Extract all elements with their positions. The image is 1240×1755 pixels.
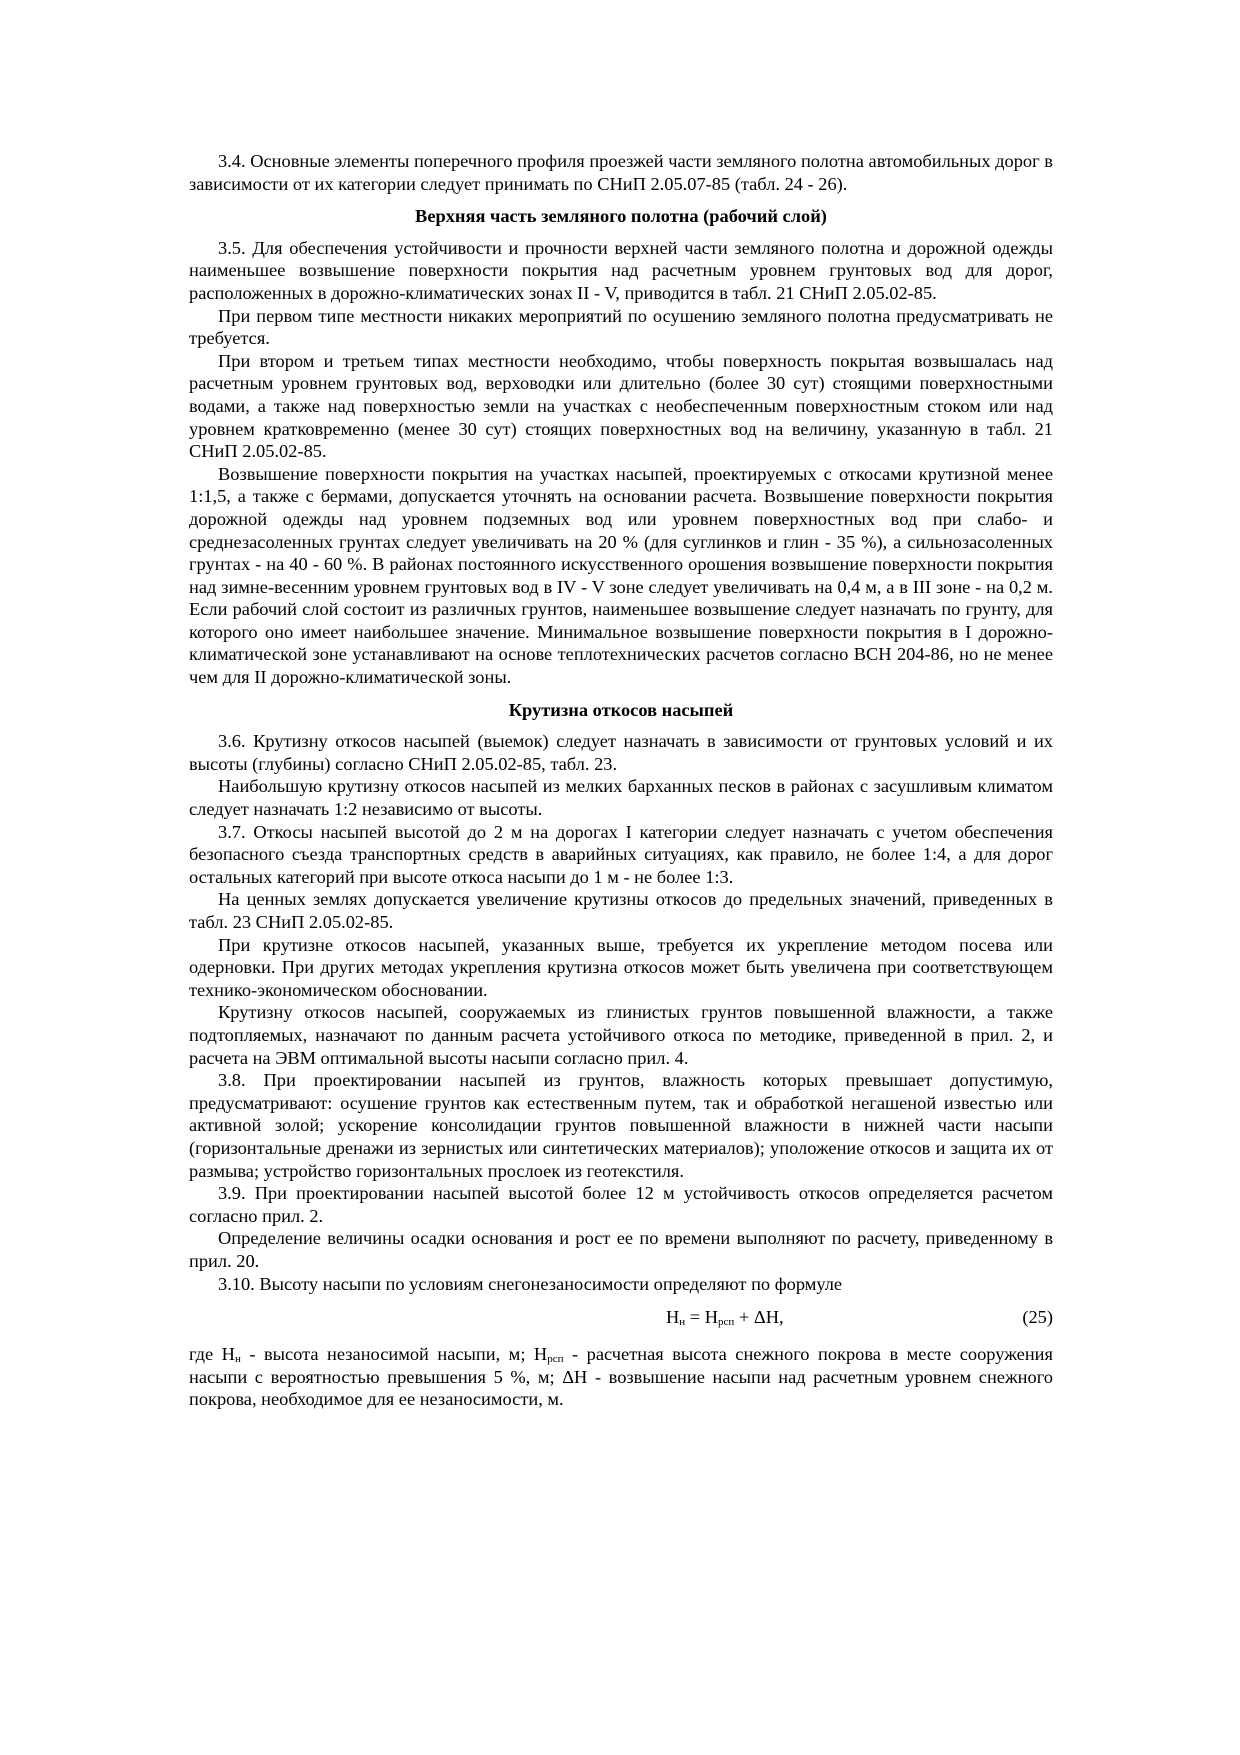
formula-h2: H: [704, 1307, 719, 1328]
paragraph-clay-soils: Крутизну откосов насыпей, сооружаемых из глинистых грунтов повышенной влажности, а также подтопляемых, назначают по данным расчета устойчивого откоса по методике, приведенной в прил. 2, и расчета на ЭВМ оптимальной высоты насыпи согласно прил. 4.: [189, 1002, 1053, 1068]
legend-text-3: - расчетная высота снежного покрова в месте сооружения насыпи с вероятностью превышения 5 %, м; ΔH - возвышение насыпи над расчетным уровнем снежного покрова, необходимое для ее незаносимости, м.: [189, 1344, 1053, 1410]
paragraph-3-9: 3.9. При проектировании насыпей высотой более 12 м устойчивость откосов определяется расчетом согласно прил. 2.: [189, 1183, 1053, 1226]
paragraph-formula-legend: [189, 1343, 1053, 1411]
formula-h: H: [666, 1307, 680, 1328]
formula-plus: +: [734, 1307, 754, 1328]
document-page: [189, 150, 1053, 1411]
legend-sub-rsp: рсп: [547, 1353, 564, 1366]
formula-row: [189, 1301, 1053, 1337]
paragraph-3-7: 3.7. Откосы насыпей высотой до 2 м на дорогах I категории следует назначать с учетом обеспечения безопасного съезда транспортных средств в аварийных ситуациях, как правило, не более 1:4, а для дорог остальных категорий при высоте откоса насыпи до 1 м - не более 1:3.: [189, 821, 1053, 887]
paragraph-barkhan-sands: Наибольшую крутизну откосов насыпей из мелких барханных песков в районах с засушливым климатом следует назначать 1:2 независимо от высоты.: [189, 776, 1053, 820]
section-heading-working-layer: Верхняя часть земляного полотна (рабочий слой): [415, 206, 827, 227]
legend-text-1: где H: [189, 1344, 235, 1365]
formula-number: (25): [1022, 1307, 1053, 1328]
formula-equals: =: [685, 1307, 705, 1328]
formula-delta-h: ΔH,: [753, 1307, 784, 1328]
paragraph-settlement: Определение величины осадки основания и рост ее по времени выполняют по расчету, приведенному в прил. 20.: [189, 1228, 1053, 1271]
paragraph-3-5: 3.5. Для обеспечения устойчивости и прочности верхней части земляного полотна и дорожной одежды наименьшее возвышение поверхности покрытия над расчетным уровнем грунтовых вод для дорог, расположенных в дорожно-климатических зонах II - V, приводится в табл. 21 СНиП 2.05.02-85.: [189, 237, 1053, 303]
paragraph-terrain-type-2-3: При втором и третьем типах местности необходимо, чтобы поверхность покрытая возвышалась над расчетным уровнем грунтовых вод, верховодки или длительно (более 30 сут) стоящими поверхностными водами, а также над поверхностью земли на участках с необеспеченным поверхностным стоком или над уровнем кратковременно (менее 30 сут) стоящих поверхностных вод на величину, указанную в табл. 21 СНиП 2.05.02-85.: [189, 350, 1053, 462]
formula-sub-rsp: рсп: [718, 1316, 735, 1329]
formula-25: [666, 1306, 784, 1329]
paragraph-3-6: 3.6. Крутизну откосов насыпей (выемок) следует назначать в зависимости от грунтовых условий и их высоты (глубины) согласно СНиП 2.05.02-85, табл. 23.: [189, 731, 1053, 774]
legend-text-2: - высота незаносимой насыпи, м; H: [240, 1344, 548, 1365]
paragraph-terrain-type-1: При первом типе местности никаких мероприятий по осушению земляного полотна предусматривать не требуется.: [189, 305, 1053, 349]
paragraph-slope-reinforcement: При крутизне откосов насыпей, указанных выше, требуется их укрепление методом посева или одерновки. При других методах укрепления крутизна откосов может быть увеличена при соответствующем технико-экономическом обосновании.: [189, 934, 1053, 1000]
paragraph-3-8: 3.8. При проектировании насыпей из грунтов, влажность которых превышает допустимую, предусматривают: осушение грунтов как естественным путем, так и обработкой негашеной известью или активной золой; ускорение консолидации грунтов повышенной влажности в нижней части насыпи (горизонтальные дренажи из зернистых или синтетических материалов); уположение откосов и защита их от размыва; устройство горизонтальных прослоек из геотекстиля.: [189, 1070, 1053, 1181]
paragraph-3-10: 3.10. Высоту насыпи по условиям снегонезаносимости определяют по формуле: [218, 1273, 843, 1294]
formula-sub-n: н: [679, 1316, 686, 1329]
paragraph-valuable-lands: На ценных землях допускается увеличение крутизны откосов до предельных значений, приведенных в табл. 23 СНиП 2.05.02-85.: [189, 889, 1053, 932]
paragraph-3-4: 3.4. Основные элементы поперечного профиля проезжей части земляного полотна автомобильных дорог в зависимости от их категории следует принимать по СНиП 2.05.07-85 (табл. 24 - 26).: [189, 151, 1053, 194]
section-heading-slope-steepness: Крутизна откосов насыпей: [508, 699, 734, 720]
legend-sub-n: н: [234, 1353, 241, 1366]
paragraph-surface-elevation: Возвышение поверхности покрытия на участках насыпей, проектируемых с откосами крутизной менее 1:1,5, а также с бермами, допускается уточнять на основании расчета. Возвышение поверхности покрытия дорожной одежды над уровнем подземных вод или уровнем поверхностных вод при слабо- и среднезасоленных грунтах следует увеличивать на 20 % (для суглинков и глин - 35 %), а сильнозасоленных грунтах - на 40 - 60 %. В районах постоянного искусственного орошения возвышение поверхности покрытия над зимне-весенним уровнем грунтовых вод в IV - V зоне следует увеличивать на 0,4 м, а в III зоне - на 0,2 м. Если рабочий слой состоит из различных грунтов, наименьшее возвышение следует назначать по грунту, для которого оно имеет наибольшее значение. Минимальное возвышение поверхности покрытия в I дорожно-климатической зоне устанавливают на основе теплотехнических расчетов согласно ВСН 204-86, но не менее чем для II дорожно-климатической зоны.: [189, 463, 1053, 688]
